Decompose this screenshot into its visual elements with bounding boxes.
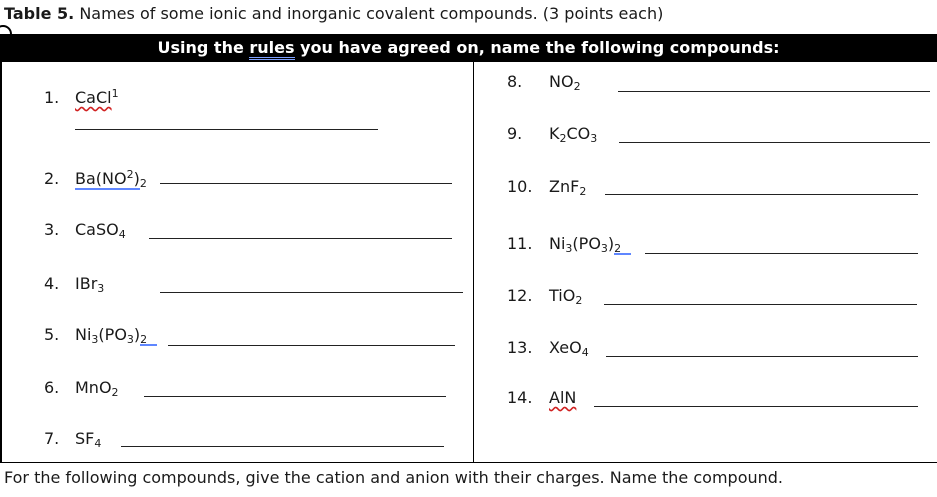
answer-blank-12[interactable] — [604, 304, 917, 305]
formula-subscript: 4 — [94, 437, 102, 450]
question-number: 11. — [507, 234, 533, 253]
question-number: 10. — [507, 177, 533, 196]
question-5 — [44, 325, 157, 350]
answer-blank-11[interactable] — [645, 253, 918, 254]
formula-part: CO — [566, 124, 591, 143]
question-number: 5. — [44, 325, 60, 344]
formula-subscript: 2 — [575, 294, 583, 307]
formula-superscript: 1 — [111, 87, 119, 100]
question-number: 9. — [507, 124, 523, 143]
question-11 — [507, 234, 631, 259]
formula-part: (PO — [98, 325, 127, 344]
question-4 — [44, 274, 104, 299]
formula-subscript: 2 — [559, 132, 567, 145]
table-caption-label: Table 5. — [4, 4, 75, 23]
compound-formula: IBr — [75, 274, 98, 293]
formula-part: (PO — [572, 234, 601, 253]
answer-blank-8[interactable] — [618, 91, 930, 92]
question-10 — [507, 177, 586, 202]
question-1 — [44, 84, 119, 108]
formula-subscript: 3 — [97, 282, 105, 295]
question-number: 2. — [44, 169, 60, 188]
question-13 — [507, 338, 589, 363]
question-number: 6. — [44, 378, 60, 397]
question-7 — [44, 429, 101, 454]
compound-formula: AlN — [549, 388, 577, 407]
answer-blank-7[interactable] — [121, 446, 444, 447]
compound-formula: ZnF — [549, 177, 580, 196]
formula-subscript: 2 — [579, 185, 587, 198]
answer-blank-4[interactable] — [160, 292, 463, 293]
compound-formula: K — [549, 124, 560, 143]
compound-formula: CaSO — [75, 220, 119, 239]
formula-subscript: 3 — [565, 242, 573, 255]
table-bottom-border — [0, 462, 937, 463]
answer-blank-6[interactable] — [144, 396, 446, 397]
compound-formula: CaCl — [75, 88, 112, 107]
table-left-border — [0, 62, 2, 462]
formula-part: ) — [133, 325, 141, 344]
question-8 — [507, 72, 581, 97]
formula-part: ) — [607, 234, 615, 253]
table-column-divider — [473, 62, 474, 462]
answer-blank-2[interactable] — [160, 183, 452, 184]
question-number: 1. — [44, 88, 60, 107]
header-text-rules: rules — [249, 38, 294, 60]
answer-blank-3[interactable] — [149, 238, 452, 239]
compound-formula: XeO — [549, 338, 582, 357]
formula-subscript: 2 — [140, 333, 148, 346]
question-6 — [44, 378, 119, 403]
formula-subscript: 3 — [590, 132, 598, 145]
answer-blank-10[interactable] — [605, 194, 918, 195]
compound-formula: Ni — [75, 325, 92, 344]
compound-formula: MnO — [75, 378, 112, 397]
formula-subscript: 3 — [126, 333, 134, 346]
question-number: 8. — [507, 72, 523, 91]
formula-subscript: 2 — [139, 177, 147, 190]
formula-subscript: 4 — [581, 346, 589, 359]
question-3 — [44, 220, 126, 245]
question-number: 3. — [44, 220, 60, 239]
formula-subscript: 2 — [614, 242, 622, 255]
question-14 — [507, 388, 576, 408]
formula-part: ) — [133, 169, 140, 188]
question-number: 13. — [507, 338, 533, 357]
header-text-after: you have agreed on, name the following compounds: — [294, 38, 780, 57]
formula-subscript: 2 — [573, 80, 581, 93]
compound-formula: Ni — [549, 234, 566, 253]
answer-blank-9[interactable] — [619, 142, 930, 143]
formula-superscript: 2 — [126, 168, 134, 181]
question-number: 12. — [507, 286, 533, 305]
formula-subscript: 3 — [91, 333, 99, 346]
compound-formula: NO — [549, 72, 574, 91]
formula-subscript: 2 — [111, 386, 119, 399]
question-2 — [44, 165, 147, 194]
formula-subscript: 4 — [118, 228, 126, 241]
compound-formula: TiO — [549, 286, 576, 305]
answer-blank-5[interactable] — [168, 345, 455, 346]
header-text-before: Using the — [157, 38, 250, 57]
question-9 — [507, 124, 597, 149]
question-12 — [507, 286, 582, 311]
answer-blank-14[interactable] — [594, 406, 918, 407]
compound-formula: Ba(NO — [75, 169, 127, 188]
table-caption — [4, 4, 663, 24]
table-caption-text: Names of some ionic and inorganic covalent compounds. (3 points each) — [79, 4, 664, 23]
answer-blank-1[interactable] — [75, 129, 378, 130]
question-number: 14. — [507, 388, 533, 407]
compound-formula: SF — [75, 429, 95, 448]
question-number: 4. — [44, 274, 60, 293]
question-number: 7. — [44, 429, 60, 448]
footer-instruction: For the following compounds, give the cation and anion with their charges. Name the compound. — [4, 468, 783, 487]
formula-subscript: 3 — [600, 242, 608, 255]
instruction-header — [0, 34, 937, 62]
answer-blank-13[interactable] — [606, 356, 918, 357]
